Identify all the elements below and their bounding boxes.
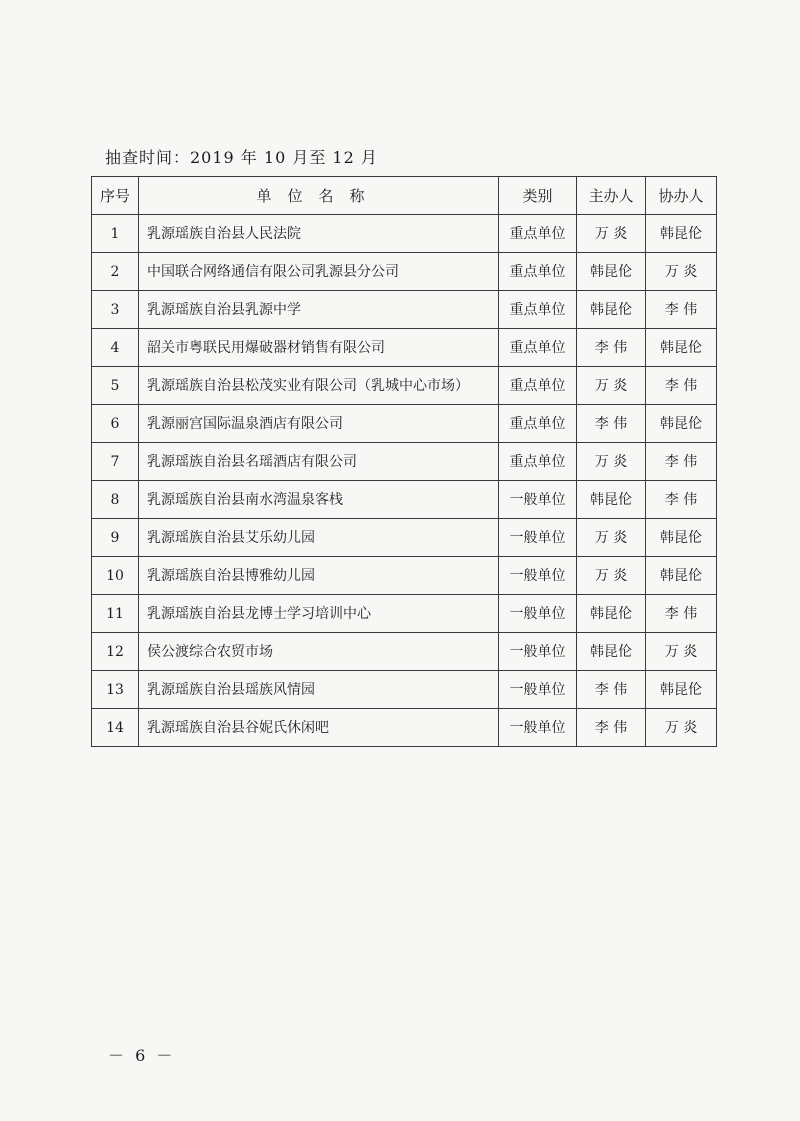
row-lead: 李 伟	[577, 709, 646, 747]
row-unit-name: 乳源瑶族自治县名瑶酒店有限公司	[139, 443, 499, 481]
table-header-row	[92, 177, 717, 215]
row-seq: 10	[92, 557, 139, 595]
table-row	[92, 367, 717, 405]
row-unit-name: 乳源瑶族自治县谷妮氏休闲吧	[139, 709, 499, 747]
page-number: － 6 －	[108, 1046, 176, 1065]
row-unit-name: 韶关市粤联民用爆破器材销售有限公司	[139, 329, 499, 367]
row-seq: 4	[92, 329, 139, 367]
row-seq: 7	[92, 443, 139, 481]
table-row	[92, 443, 717, 481]
row-assist: 李 伟	[646, 443, 717, 481]
row-unit-name: 乳源瑶族自治县博雅幼儿园	[139, 557, 499, 595]
row-category: 重点单位	[499, 253, 577, 291]
row-seq: 5	[92, 367, 139, 405]
row-lead: 李 伟	[577, 329, 646, 367]
row-lead: 韩昆伦	[577, 253, 646, 291]
row-assist: 万 炎	[646, 633, 717, 671]
table-row	[92, 291, 717, 329]
row-seq: 11	[92, 595, 139, 633]
row-category: 重点单位	[499, 443, 577, 481]
inspection-period: 抽查时间：2019 年 10 月至 12 月	[105, 148, 378, 167]
row-category: 重点单位	[499, 291, 577, 329]
row-assist: 韩昆伦	[646, 329, 717, 367]
row-unit-name: 中国联合网络通信有限公司乳源县分公司	[139, 253, 499, 291]
column-header-assist: 协办人	[646, 177, 717, 215]
row-category: 一般单位	[499, 709, 577, 747]
row-lead: 李 伟	[577, 671, 646, 709]
row-assist: 万 炎	[646, 709, 717, 747]
row-seq: 3	[92, 291, 139, 329]
row-unit-name: 乳源瑶族自治县人民法院	[139, 215, 499, 253]
column-header-name: 单位名称	[139, 177, 499, 215]
row-category: 重点单位	[499, 367, 577, 405]
row-assist: 韩昆伦	[646, 519, 717, 557]
row-category: 重点单位	[499, 329, 577, 367]
row-assist: 李 伟	[646, 595, 717, 633]
row-unit-name: 乳源瑶族自治县乳源中学	[139, 291, 499, 329]
table-row	[92, 557, 717, 595]
table-row	[92, 215, 717, 253]
table-row	[92, 671, 717, 709]
row-seq: 12	[92, 633, 139, 671]
row-unit-name: 乳源瑶族自治县松茂实业有限公司（乳城中心市场）	[139, 367, 499, 405]
row-unit-name: 乳源丽宫国际温泉酒店有限公司	[139, 405, 499, 443]
row-assist: 李 伟	[646, 481, 717, 519]
table-row	[92, 329, 717, 367]
row-lead: 李 伟	[577, 405, 646, 443]
row-category: 一般单位	[499, 519, 577, 557]
row-seq: 14	[92, 709, 139, 747]
table-row	[92, 595, 717, 633]
row-lead: 万 炎	[577, 443, 646, 481]
row-assist: 韩昆伦	[646, 215, 717, 253]
row-seq: 6	[92, 405, 139, 443]
inspection-table	[91, 176, 717, 747]
table-row	[92, 253, 717, 291]
table-row	[92, 405, 717, 443]
row-lead: 韩昆伦	[577, 595, 646, 633]
row-unit-name: 乳源瑶族自治县南水湾温泉客栈	[139, 481, 499, 519]
column-header-lead: 主办人	[577, 177, 646, 215]
row-lead: 万 炎	[577, 557, 646, 595]
row-lead: 韩昆伦	[577, 481, 646, 519]
row-seq: 2	[92, 253, 139, 291]
row-seq: 9	[92, 519, 139, 557]
row-category: 一般单位	[499, 481, 577, 519]
row-category: 一般单位	[499, 633, 577, 671]
row-category: 一般单位	[499, 595, 577, 633]
row-assist: 万 炎	[646, 253, 717, 291]
row-unit-name: 乳源瑶族自治县瑶族风情园	[139, 671, 499, 709]
row-assist: 韩昆伦	[646, 405, 717, 443]
table-row	[92, 633, 717, 671]
row-lead: 韩昆伦	[577, 633, 646, 671]
row-assist: 李 伟	[646, 291, 717, 329]
row-category: 重点单位	[499, 405, 577, 443]
row-lead: 万 炎	[577, 367, 646, 405]
row-lead: 万 炎	[577, 215, 646, 253]
table-row	[92, 709, 717, 747]
row-unit-name: 侯公渡综合农贸市场	[139, 633, 499, 671]
row-assist: 李 伟	[646, 367, 717, 405]
column-header-seq: 序号	[92, 177, 139, 215]
row-category: 一般单位	[499, 671, 577, 709]
row-category: 重点单位	[499, 215, 577, 253]
row-assist: 韩昆伦	[646, 557, 717, 595]
table-row	[92, 481, 717, 519]
row-lead: 韩昆伦	[577, 291, 646, 329]
table-row	[92, 519, 717, 557]
row-lead: 万 炎	[577, 519, 646, 557]
row-assist: 韩昆伦	[646, 671, 717, 709]
row-unit-name: 乳源瑶族自治县龙博士学习培训中心	[139, 595, 499, 633]
row-seq: 1	[92, 215, 139, 253]
row-category: 一般单位	[499, 557, 577, 595]
row-seq: 13	[92, 671, 139, 709]
column-header-category: 类别	[499, 177, 577, 215]
row-unit-name: 乳源瑶族自治县艾乐幼儿园	[139, 519, 499, 557]
row-seq: 8	[92, 481, 139, 519]
